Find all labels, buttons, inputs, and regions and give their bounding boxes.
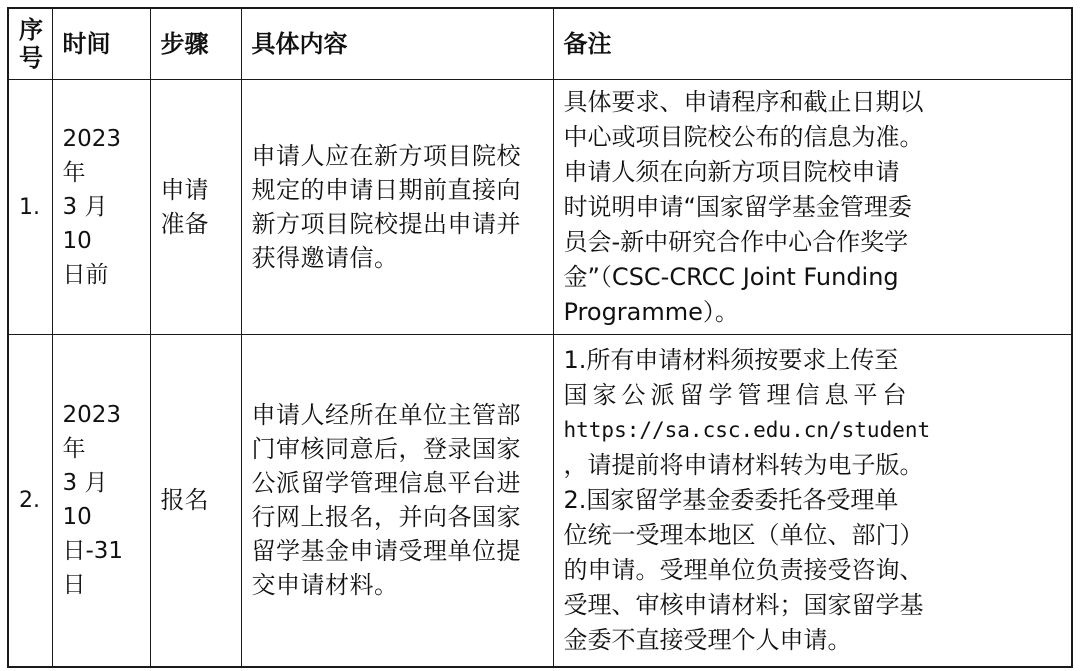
- note-line: 具体要求、申请程序和截止日期以: [563, 87, 924, 116]
- note-line: 中心或项目院校公布的信息为准。: [563, 122, 924, 151]
- schedule-table: [7, 7, 1073, 668]
- cell-seq: 2.: [8, 335, 52, 667]
- note-line: 1.所有申请材料须按要求上传至: [563, 345, 899, 374]
- table-row: [8, 80, 1072, 335]
- cell-note: [553, 335, 1072, 667]
- cell-note: [553, 80, 1072, 335]
- cell-step: 申请准备: [150, 80, 241, 335]
- table-header-row: [8, 8, 1072, 80]
- note-line: Programme）。: [563, 297, 739, 326]
- cell-step: 报名: [150, 335, 241, 667]
- header-content: 具体内容: [241, 8, 553, 80]
- note-line: ，请提前将申请材料转为电子版。: [563, 450, 924, 479]
- note-line: 的申请。受理单位负责接受咨询、: [563, 555, 924, 584]
- document-page: [7, 7, 1073, 664]
- header-note: 备注: [553, 8, 1072, 80]
- note-line: 员会-新中研究合作中心合作奖学: [563, 227, 909, 256]
- table-row: [8, 335, 1072, 667]
- header-seq: 序 号: [8, 8, 52, 80]
- header-step: 步骤: [150, 8, 241, 80]
- note-line: 时说明申请“国家留学基金管理委: [563, 192, 912, 221]
- cell-time: 2023 年 3 月 10 日-31 日: [52, 335, 150, 667]
- note-line: 位统一受理本地区（单位、部门）: [563, 520, 924, 549]
- note-line: 国家公派留学管理信息平台: [563, 380, 912, 409]
- note-line: 金”（CSC-CRCC Joint Funding: [563, 262, 899, 291]
- cell-seq: 1.: [8, 80, 52, 335]
- note-line-url: https://sa.csc.edu.cn/student: [563, 417, 931, 442]
- note-line: 申请人须在向新方项目院校申请: [563, 157, 900, 186]
- note-line: 受理、审核申请材料；国家留学基: [563, 590, 924, 619]
- cell-content: 申请人经所在单位主管部门审核同意后，登录国家公派留学管理信息平台进行网上报名，并向各国家留学基金申请受理单位提交申请材料。: [241, 335, 553, 667]
- cell-time: 2023 年 3 月 10 日前: [52, 80, 150, 335]
- cell-content: 申请人应在新方项目院校规定的申请日期前直接向新方项目院校提出申请并获得邀请信。: [241, 80, 553, 335]
- note-line: 金委不直接受理个人申请。: [563, 625, 852, 654]
- header-time: 时间: [52, 8, 150, 80]
- note-line: 2.国家留学基金委委托各受理单: [563, 485, 899, 514]
